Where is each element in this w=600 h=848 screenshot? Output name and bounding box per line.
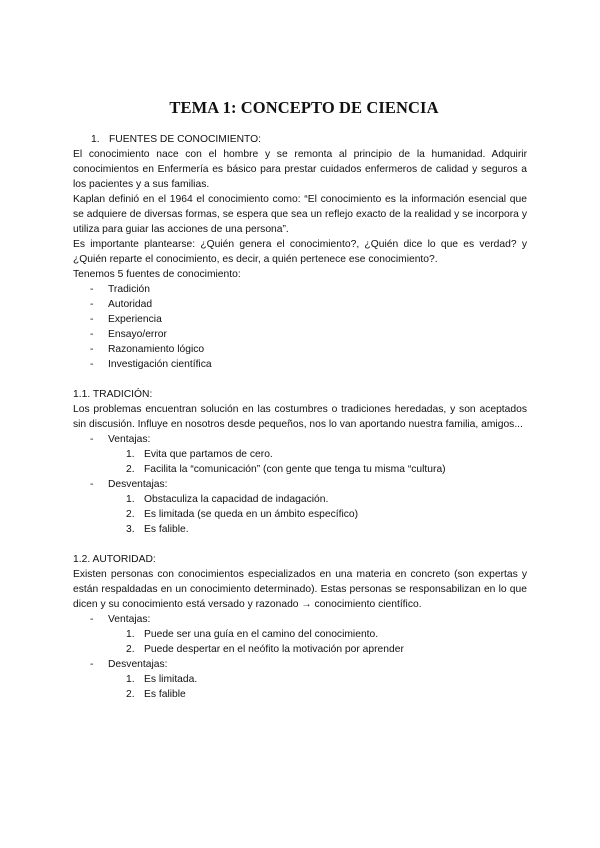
item-number: 3. [126,524,135,535]
section-1-1-pros-cons [73,432,527,447]
section-1-paragraph-1: El conocimiento nace con el hombre y se remonta al principio de la humanidad. Adquirir conocimientos en Enfermería es básico para prestar cuidados enfermeros de calidad y seguros a los pacientes y a sus familias. [73,149,527,190]
section-1-heading [91,132,527,147]
list-item: - Razonamiento lógico [73,342,527,357]
list-item: - Ensayo/error [73,327,527,342]
item-text: Es limitada (se queda en un ámbito específico) [144,509,359,520]
list-item [73,507,527,522]
ventajas-list [73,447,527,477]
list-item [73,522,527,537]
ventajas-list [73,627,527,657]
item-number: 2. [126,509,135,520]
item-number: 2. [126,464,135,475]
section-1-1-cons [73,477,527,492]
item-number: 2. [126,644,135,655]
desventajas-list [73,492,527,537]
list-item: - Autoridad [73,297,527,312]
list-item [73,492,527,507]
section-1-2-paragraph: Existen personas con conocimientos especializados en una materia en concreto (son expertas y están respaldadas en un conocimiento determinado). Estas personas se responsabilizan en lo que dicen y su conocimiento está versado y razonado → conocimiento científico. [73,569,527,610]
section-1-paragraph-2: Kaplan definió en el 1964 el conocimiento como: “El conocimiento es la información esencial que se adquiere de diversas formas, se espera que sea un reflejo exacto de la realidad y se incorpora y utiliza para guiar las acciones de una persona”. [73,194,527,235]
item-text: Es falible [144,689,186,700]
section-1-2-pros [73,612,527,627]
list-item [73,672,527,687]
section-1-paragraph-4: Tenemos 5 fuentes de conocimiento: [73,269,241,280]
ventajas-label: Ventajas: [108,434,151,445]
section-1-2-heading: 1.2. AUTORIDAD: [73,554,156,565]
item-number: 1. [126,494,135,505]
desventajas-label: Desventajas: [108,479,168,490]
section-1-1-paragraph: Los problemas encuentran solución en las costumbres o tradiciones heredadas, y son aceptados sin discusión. Influye en nosotros desde pequeños, nos lo van aportando nuestra familia, amigos... [73,404,527,430]
list-item [73,687,527,702]
item-number: 2. [126,689,135,700]
section-1-1-heading: 1.1. TRADICIÓN: [73,389,153,400]
item-text: Obstaculiza la capacidad de indagación. [144,494,329,505]
list-item [73,462,527,477]
section-1-number: 1. [91,134,100,145]
list-item [73,447,527,462]
section-1-paragraph-3: Es importante plantearse: ¿Quién genera el conocimiento?, ¿Quién dice lo que es verdad? y ¿Quién reparte el conocimiento, es decir, a quién pertenece ese conocimiento?. [73,239,527,265]
ventajas-item [73,612,527,627]
item-text: Evita que partamos de cero. [144,449,273,460]
ventajas-item [73,432,527,447]
desventajas-label: Desventajas: [108,659,168,670]
desventajas-item [73,657,527,672]
item-number: 1. [126,674,135,685]
page-title: TEMA 1: CONCEPTO DE CIENCIA [169,98,439,117]
item-text: Puede ser una guía en el camino del conocimiento. [144,629,379,640]
ventajas-label: Ventajas: [108,614,151,625]
desventajas-item [73,477,527,492]
list-item: - Investigación científica [73,357,527,372]
list-item [73,627,527,642]
list-item [73,642,527,657]
list-item: - Tradición [73,282,527,297]
item-text: Facilita la “comunicación” (con gente que tenga tu misma “cultura) [144,464,446,475]
list-item: - Experiencia [73,312,527,327]
section-1-2-cons [73,657,527,672]
item-text: Es limitada. [144,674,198,685]
desventajas-list [73,672,527,702]
sources-list [73,282,527,372]
item-number: 1. [126,449,135,460]
item-text: Es falible. [144,524,189,535]
item-number: 1. [126,629,135,640]
section-1-title: FUENTES DE CONOCIMIENTO: [109,134,261,145]
item-text: Puede despertar en el neófito la motivación por aprender [144,644,404,655]
